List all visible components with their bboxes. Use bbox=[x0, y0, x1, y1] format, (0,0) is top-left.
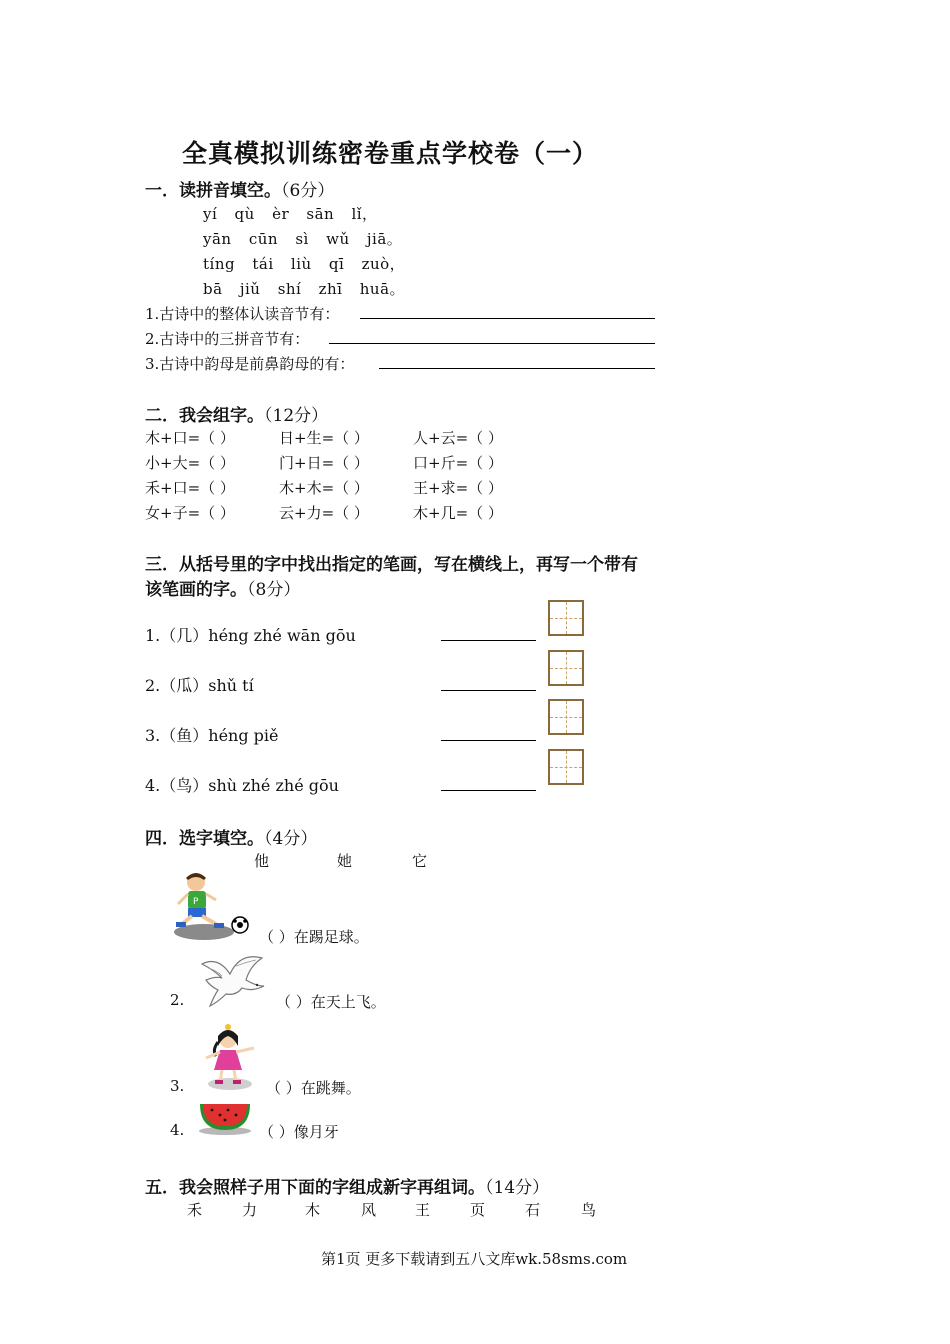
answer-line-1-3[interactable] bbox=[379, 368, 655, 369]
fill-item-4: （ ）像月牙 bbox=[259, 1123, 339, 1141]
pinyin-line-2: yān cūn sì wǔ jiā。 bbox=[203, 230, 403, 248]
option-char: 她 bbox=[337, 852, 353, 870]
compose-cell: 木+木=（ ） bbox=[279, 479, 369, 497]
stroke-answer-line-3[interactable] bbox=[441, 740, 536, 741]
section-3-title-1: 三．从括号里的字中找出指定的笔画，写在横线上，再写一个带有 bbox=[145, 555, 638, 575]
section-3-title-2: 该笔画的字。 bbox=[145, 580, 247, 600]
stroke-item-3: 3.（鱼）héng piě bbox=[145, 726, 279, 745]
compose-cell: 女+子=（ ） bbox=[145, 504, 235, 522]
stroke-item-4: 4.（鸟）shù zhé zhé gōu bbox=[145, 776, 339, 795]
question-1-1: 1.古诗中的整体认读音节有： bbox=[145, 305, 340, 323]
compose-cell: 王+求=（ ） bbox=[413, 479, 503, 497]
compose-cell: 云+力=（ ） bbox=[279, 504, 369, 522]
component-char: 风 bbox=[361, 1201, 377, 1219]
dancing-girl-illustration bbox=[200, 1022, 262, 1092]
question-1-3: 3.古诗中韵母是前鼻韵母的有： bbox=[145, 355, 355, 373]
compose-cell: 木+口=（ ） bbox=[145, 429, 235, 447]
answer-line-1-2[interactable] bbox=[329, 343, 655, 344]
component-char: 力 bbox=[242, 1201, 258, 1219]
section-4-heading bbox=[145, 824, 317, 849]
section-3-score: （8分） bbox=[247, 580, 301, 600]
section-4-title: 四．选字填空。 bbox=[145, 829, 264, 849]
compose-cell: 木+几=（ ） bbox=[413, 504, 503, 522]
compose-cell: 人+云=（ ） bbox=[413, 429, 503, 447]
dove-illustration bbox=[196, 946, 268, 1008]
component-char: 鸟 bbox=[581, 1201, 597, 1219]
tian-grid-box[interactable] bbox=[548, 650, 584, 686]
page-title: 全真模拟训练密卷重点学校卷（一） bbox=[182, 139, 599, 168]
fill-item-2-number: 2. bbox=[170, 991, 185, 1009]
watermelon-slice-illustration bbox=[198, 1100, 252, 1136]
option-char: 他 bbox=[254, 852, 270, 870]
fill-item-1: （ ）在踢足球。 bbox=[259, 928, 369, 946]
compose-cell: 门+日=（ ） bbox=[279, 454, 369, 472]
pinyin-line-1: yí qù èr sān lǐ， bbox=[203, 205, 378, 223]
section-2-score: （12分） bbox=[264, 406, 329, 426]
section-3-heading-line-2 bbox=[145, 575, 300, 600]
compose-cell: 日+生=（ ） bbox=[279, 429, 369, 447]
section-5-heading bbox=[145, 1173, 549, 1198]
boy-soccer-illustration bbox=[170, 870, 255, 942]
answer-line-1-1[interactable] bbox=[360, 318, 655, 319]
stroke-answer-line-2[interactable] bbox=[441, 690, 536, 691]
component-char: 页 bbox=[470, 1201, 486, 1219]
tian-grid-box[interactable] bbox=[548, 600, 584, 636]
page-footer: 第1页 更多下载请到五八文库wk.58sms.com bbox=[321, 1250, 628, 1268]
fill-item-4-number: 4. bbox=[170, 1121, 185, 1139]
section-1-score: （6分） bbox=[281, 181, 335, 201]
stroke-answer-line-4[interactable] bbox=[441, 790, 536, 791]
section-3-heading-line-1 bbox=[145, 550, 638, 575]
section-5-score: （14分） bbox=[485, 1178, 550, 1198]
fill-item-2: （ ）在天上飞。 bbox=[276, 993, 386, 1011]
option-char: 它 bbox=[412, 852, 428, 870]
compose-cell: 口+斤=（ ） bbox=[413, 454, 503, 472]
section-2-title: 二．我会组字。 bbox=[145, 406, 264, 426]
component-char: 禾 bbox=[187, 1201, 203, 1219]
tian-grid-box[interactable] bbox=[548, 699, 584, 735]
section-2-heading bbox=[145, 401, 328, 426]
fill-item-3-number: 3. bbox=[170, 1077, 185, 1095]
section-5-title: 五．我会照样子用下面的字组成新字再组词。 bbox=[145, 1178, 485, 1198]
compose-cell: 禾+口=（ ） bbox=[145, 479, 235, 497]
stroke-answer-line-1[interactable] bbox=[441, 640, 536, 641]
section-1-heading bbox=[145, 176, 334, 201]
pinyin-line-4: bā jiǔ shí zhī huā。 bbox=[203, 280, 406, 298]
compose-cell: 小+大=（ ） bbox=[145, 454, 235, 472]
component-char: 石 bbox=[525, 1201, 541, 1219]
component-char: 木 bbox=[305, 1201, 321, 1219]
component-char: 王 bbox=[415, 1201, 431, 1219]
stroke-item-2: 2.（瓜）shǔ tí bbox=[145, 676, 254, 695]
svg-text:P: P bbox=[193, 897, 199, 907]
section-1-title: 一．读拼音填空。 bbox=[145, 181, 281, 201]
question-1-2: 2.古诗中的三拼音节有： bbox=[145, 330, 310, 348]
stroke-item-1: 1.（几）héng zhé wān gōu bbox=[145, 626, 356, 645]
fill-item-3: （ ）在跳舞。 bbox=[266, 1079, 361, 1097]
pinyin-line-3: tíng tái liù qī zuò， bbox=[203, 255, 406, 273]
section-4-score: （4分） bbox=[264, 829, 318, 849]
tian-grid-box[interactable] bbox=[548, 749, 584, 785]
